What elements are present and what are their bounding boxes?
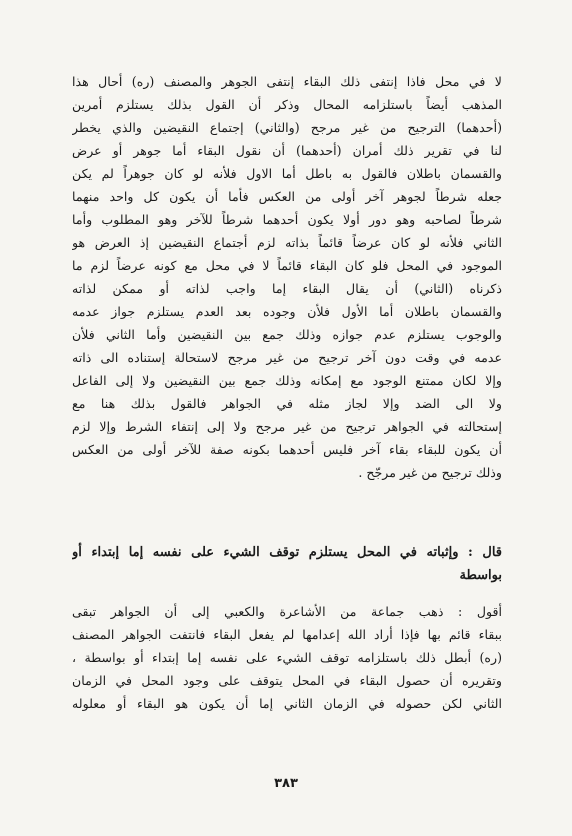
text-line: المذهب أيضاً باستلزامه المحال وذكر أن القول بذلك يستلزم أمرين <box>72 97 502 112</box>
text-line: لا في محل فاذا إنتفى ذلك البقاء إنتفى الجوهر والمصنف (ره) أحال هذا <box>72 74 502 89</box>
page-number: ٣٨٣ <box>274 776 298 791</box>
paragraph-heading-qal <box>72 541 502 587</box>
text-line: أقول : ذهب جماعة من الأشاعرة والكعبي إلى أن الجواهر تبقى <box>72 604 502 619</box>
paragraph-body-1 <box>72 70 502 484</box>
text-line: الثاني فلأنه لو كان عرضاً قائماً بذاته لزم أجتماع النقيضين إذ العرض هو <box>72 235 502 250</box>
text-line: ولا الى الضد وإلا لجاز مثله في الجواهر فالقول بذلك هنا مع <box>72 396 502 411</box>
text-line: (ره) أبطل ذلك باستلزامه توقف الشيء على نفسه إما إبتداء أو بواسطة ، <box>72 650 502 665</box>
text-line: الموجود في المحل فلو كان البقاء قائماً لا في محل مع كونه عرضاً لزم ما <box>72 258 502 273</box>
text-line: وإلا لكان ممتنع الوجود مع إمكانه وذلك جمع بين النقيضين ولا إلى الفاعل <box>72 373 502 388</box>
text-line: ذكرناه (الثاني) أن يقال البقاء إما واجب لذاته أو ممكن لذاته <box>72 281 502 296</box>
text-line: إستحالته في الجواهر ترجيح من غير مرجح ولا إلى إنتفاء الشرط وإلا لزم <box>72 419 502 434</box>
text-line: ببقاء قائم بها فإذا أراد الله إعدامها لم يفعل البقاء فانتفت الجواهر المصنف <box>72 627 502 642</box>
text-line: الثاني لكن حصوله في الزمان الثاني إما أن يكون هو البقاء أو معلوله <box>72 696 502 711</box>
text-line: والوجوب يستلزم عدم جوازه وذلك جمع بين النقيضين وأما الثاني فلأن <box>72 327 502 342</box>
text-line: (أحدهما) الترجيح من غير مرجح (والثاني) إجتماع النقيضين والذي يخطر <box>72 120 502 135</box>
text-line: بواسطة <box>459 568 502 583</box>
text-line: والقسمان باطلان أما الأول فلأن وجوده بعد العدم يستلزم جواز عدمه <box>72 304 502 319</box>
text-line: وتقريره أن حصول البقاء في المحل يتوقف على وجود المحل في الزمان <box>72 673 502 688</box>
text-line: جعله شرطاً لجوهر آخر أولى من العكس فأما أن يكون كل واحد منهما <box>72 189 502 204</box>
text-line: شرطاً لصاحبه وهو دور أولا يكون أحدهما شرطاً للآخر وهو المطلوب وأما <box>72 212 502 227</box>
text-line: قال : وإثباته في المحل يستلزم توقف الشيء على نفسه إما إبتداء أو <box>72 545 502 560</box>
text-line: وذلك ترجيح من غير مرجّح . <box>358 465 502 480</box>
paragraph-body-aqul <box>72 600 502 715</box>
text-line: أن يكون للبقاء بقاء آخر فليس أحدهما بكونه صفة للآخر أولى من العكس <box>72 442 502 457</box>
text-line: لنا في تقرير ذلك أمران (أحدهما) أن نقول البقاء أما جوهر أو عرض <box>72 143 502 158</box>
text-line: والقسمان باطلان فالقول به باطل أما الاول فلأنه لو كان جوهراً لم يكن <box>72 166 502 181</box>
text-line: عدمه في وقت دون آخر ترجيح من غير مرجح لاستحالة إستناده الى ذاته <box>72 350 502 365</box>
